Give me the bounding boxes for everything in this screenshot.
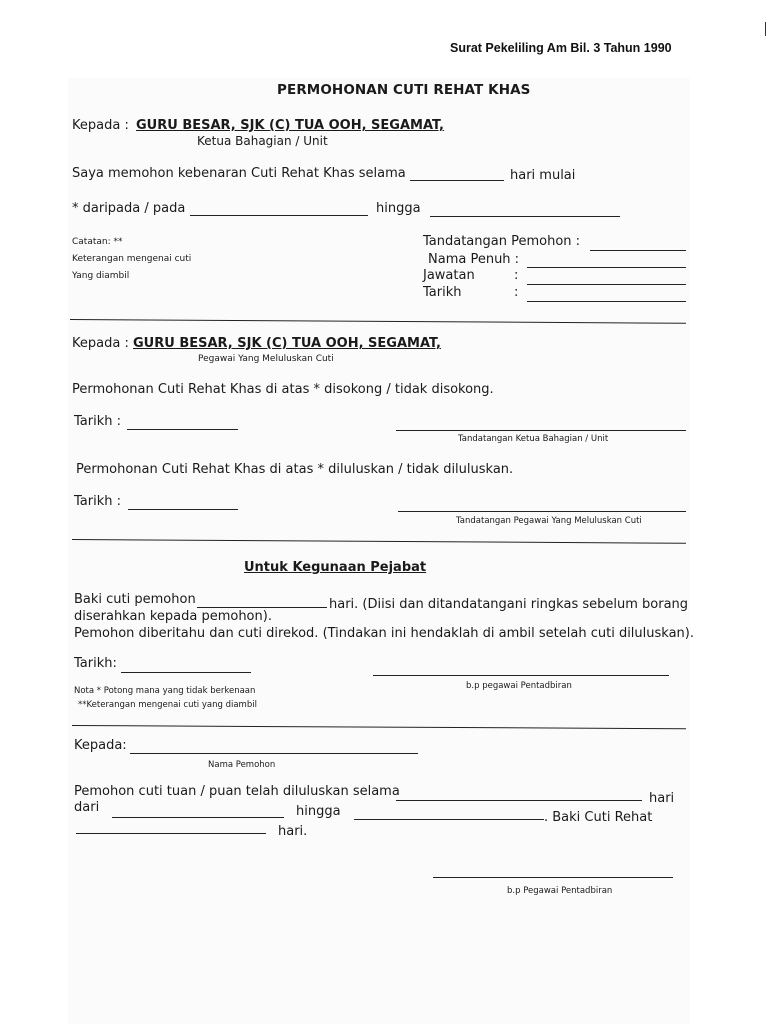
tarikh-colon: : [514,285,519,300]
baki-blank[interactable] [197,607,327,608]
jawatan-blank[interactable] [527,284,686,285]
tarikh-label-4: Tarikh: [74,656,117,671]
baki-rehat-blank[interactable] [76,833,266,834]
approved-days-blank[interactable] [396,800,642,801]
tarikh-label-2: Tarikh : [74,414,121,429]
tarikh-blank-1[interactable] [527,301,686,302]
admin-signature-caption-2: b.p Pegawai Pentadbiran [507,886,613,896]
hari-end-label: hari. [278,824,308,839]
signature-blank[interactable] [590,250,686,251]
approved-text: Pemohon cuti tuan / puan telah diluluskan selama [74,784,400,799]
baki-suffix: hari. (Diisi dan ditandatangani ringkas sebelum borang [329,597,689,612]
informed-text: Pemohon diberitahu dan cuti direkod. (Tindakan ini hendaklah di ambil setelah cuti diluluskan). [74,626,694,641]
nama-penuh-label: Nama Penuh : [428,252,520,267]
baki-prefix: Baki cuti pemohon [74,592,196,607]
approve-text: Permohonan Cuti Rehat Khas di atas * diluluskan / tidak diluluskan. [76,462,514,477]
admin-signature-line-1[interactable] [373,675,669,676]
recipient-2: GURU BESAR, SJK (C) TUA OOH, SEGAMAT, [133,336,441,351]
head-signature-line[interactable] [396,430,686,431]
head-signature-caption: Tandatangan Ketua Bahagian / Unit [458,434,609,444]
approver-signature-caption: Tandatangan Pegawai Yang Meluluskan Cuti [456,516,642,526]
baki-cuti-rehat-label: . Baki Cuti Rehat [544,810,653,825]
recipient-role-1: Ketua Bahagian / Unit [197,134,328,148]
daripada-pada-label: * daripada / pada [72,201,186,216]
circular-reference: Surat Pekeliling Am Bil. 3 Tahun 1990 [450,41,672,55]
hari-label-4: hari [649,791,675,806]
kepada-label-1: Kepada : [72,118,129,133]
request-text: Saya memohon kebenaran Cuti Rehat Khas selama [72,166,406,181]
dari-blank[interactable] [112,817,284,818]
tarikh-label-3: Tarikh : [74,494,121,509]
form-title: PERMOHONAN CUTI REHAT KHAS [277,82,531,98]
nota-line-1: Nota * Potong mana yang tidak berkenaan [74,686,256,696]
nama-penuh-blank[interactable] [527,267,686,268]
tarikh-blank-4[interactable] [121,672,251,673]
kepada-label-2: Kepada : [72,336,129,351]
support-text: Permohonan Cuti Rehat Khas di atas * disokong / tidak disokong. [72,382,494,397]
tarikh-blank-3[interactable] [128,509,238,510]
start-date-blank[interactable] [190,215,368,216]
admin-signature-caption-1: b.p pegawai Pentadbiran [466,681,572,691]
page-edge-mark [765,22,766,36]
kepada-label-4: Kepada: [74,738,127,753]
signature-label: Tandatangan Pemohon : [423,234,581,249]
end-date-blank[interactable] [430,216,620,217]
nota-line-2: **Keterangan mengenai cuti yang diambil [78,700,257,710]
catatan-label: Catatan: ** [72,237,123,247]
jawatan-label: Jawatan [423,268,475,283]
hari-mulai-label: hari mulai [510,168,576,183]
admin-signature-line-2[interactable] [433,877,673,878]
baki-line-2: diserahkan kepada pemohon). [74,609,272,624]
catatan-line-2: Yang diambil [72,271,130,281]
hingga-label-4: hingga [296,804,341,819]
nama-pemohon-caption: Nama Pemohon [208,760,276,770]
office-use-heading: Untuk Kegunaan Pejabat [244,560,427,575]
applicant-name-blank[interactable] [130,753,418,754]
recipient-1: GURU BESAR, SJK (C) TUA OOH, SEGAMAT, [136,118,444,133]
dari-label: dari [74,800,100,815]
recipient-role-2: Pegawai Yang Meluluskan Cuti [198,354,334,364]
hingga-blank[interactable] [354,819,544,820]
hingga-label-1: hingga [376,201,421,216]
duration-blank[interactable] [410,180,504,181]
approver-signature-line[interactable] [398,511,686,512]
tarikh-blank-2[interactable] [127,429,238,430]
scanned-form [68,78,690,1024]
jawatan-colon: : [514,268,519,283]
catatan-line-1: Keterangan mengenai cuti [72,254,192,264]
tarikh-label-1: Tarikh [423,285,462,300]
